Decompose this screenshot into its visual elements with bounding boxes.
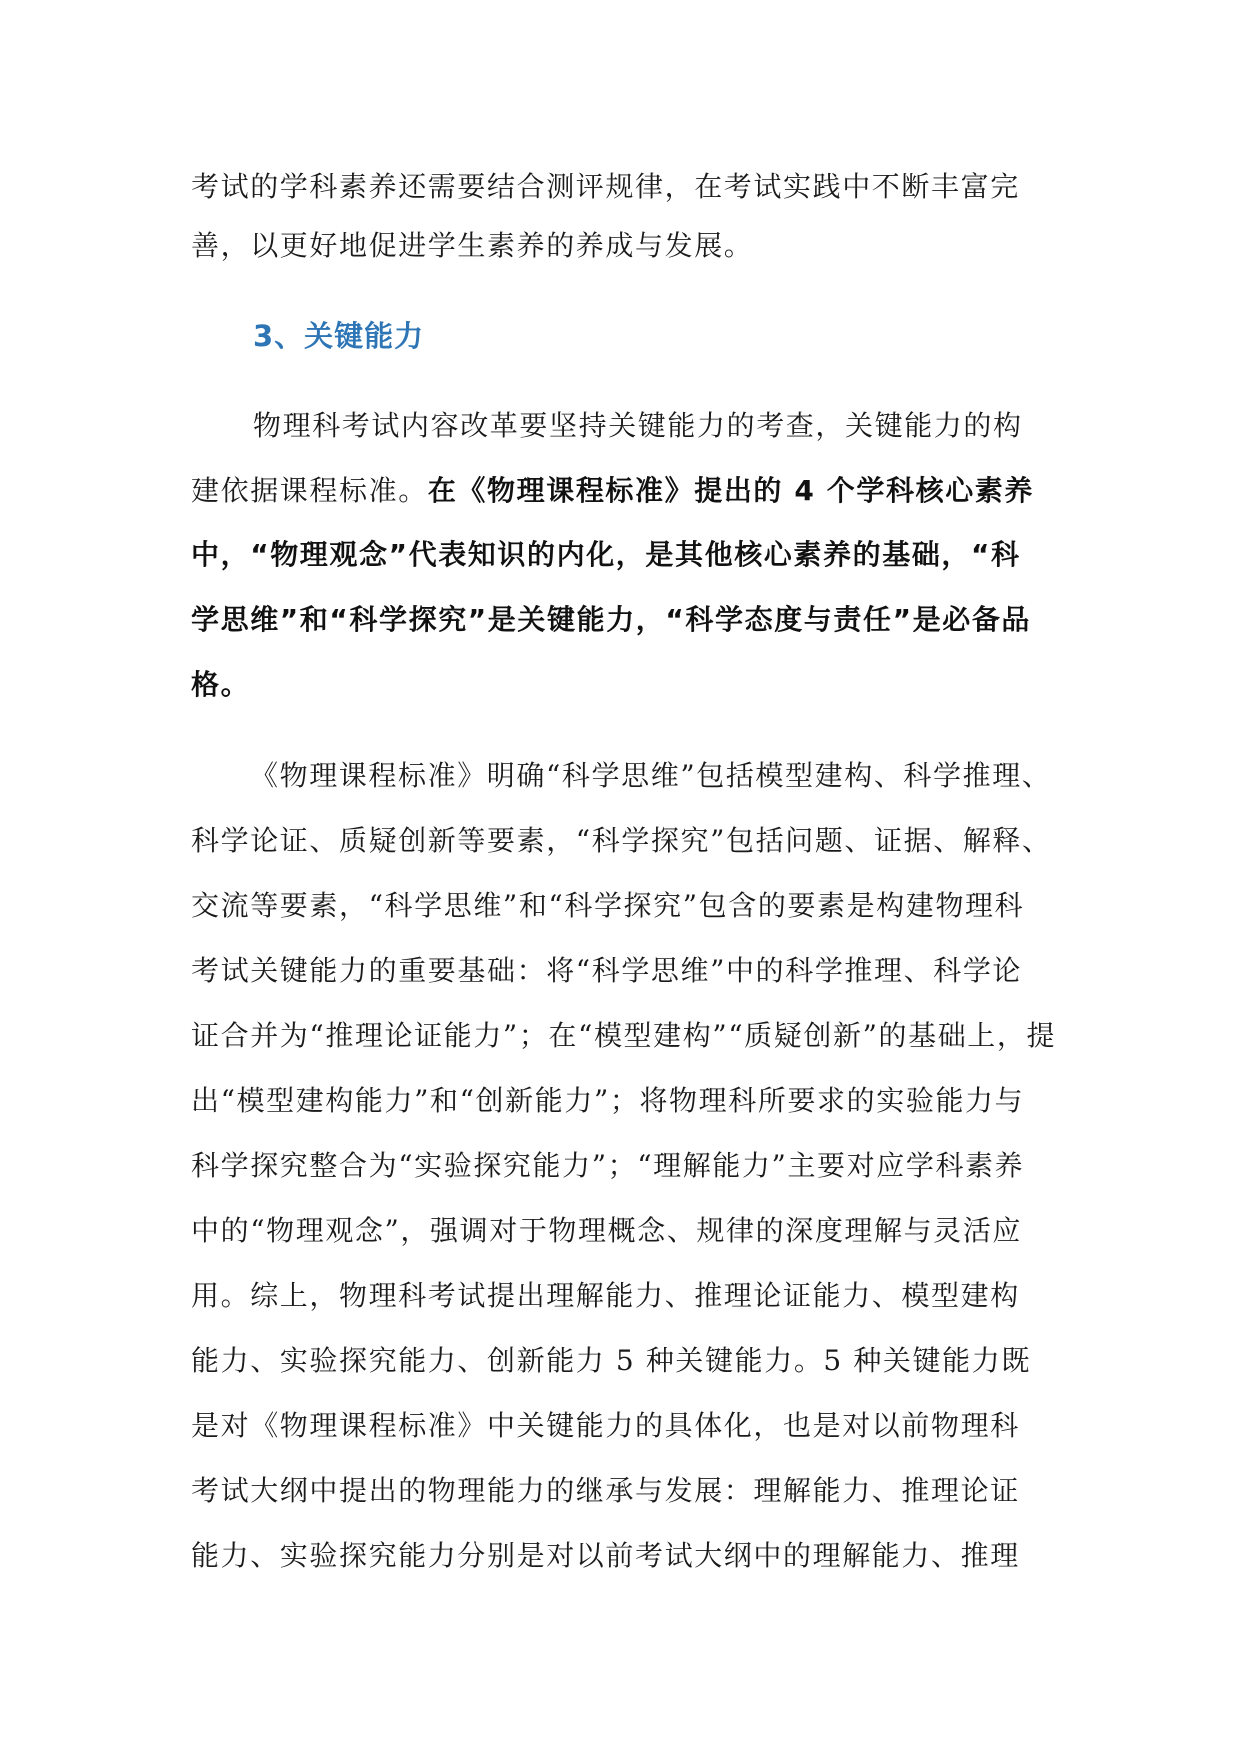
paragraph1-line2: 善，以更好地促进学生素养的养成与发展。 — [191, 229, 754, 262]
paragraph2-line4: 学思维”和“科学探究”是关键能力，“科学态度与责任”是必备品 — [191, 603, 1032, 636]
paragraph3-line: 用。综上，物理科考试提出理解能力、推理论证能力、模型建构 — [191, 1279, 1020, 1312]
paragraph3-line: 科学探究整合为“实验探究能力”；“理解能力”主要对应学科素养 — [191, 1149, 1025, 1182]
paragraph3-line: 交流等要素，“科学思维”和“科学探究”包含的要素是构建物理科 — [191, 889, 1025, 922]
paragraph3-line: 中的“物理观念”，强调对于物理概念、规律的深度理解与灵活应 — [191, 1214, 1023, 1247]
paragraph3-line: 证合并为“推理论证能力”；在“模型建构”“质疑创新”的基础上，提 — [191, 1019, 1057, 1052]
paragraph3-line: 《物理课程标准》明确“科学思维”包括模型建构、科学推理、 — [250, 759, 1052, 792]
paragraph3-line: 出“模型建构能力”和“创新能力”；将物理科所要求的实验能力与 — [191, 1084, 1025, 1117]
paragraph3-line: 能力、实验探究能力、创新能力 5 种关键能力。5 种关键能力既 — [191, 1344, 1031, 1377]
paragraph3-line: 考试关键能力的重要基础：将“科学思维”中的科学推理、科学论 — [191, 954, 1023, 987]
paragraph3-line: 是对《物理课程标准》中关键能力的具体化，也是对以前物理科 — [191, 1409, 1020, 1442]
paragraph3-line: 科学论证、质疑创新等要素，“科学探究”包括问题、证据、解释、 — [191, 824, 1052, 857]
paragraph3-line: 能力、实验探究能力分别是对以前考试大纲中的理解能力、推理 — [191, 1539, 1020, 1572]
paragraph2-line3: 中，“物理观念”代表知识的内化，是其他核心素养的基础，“科 — [191, 538, 1021, 571]
paragraph2-line2-normal: 建依据课程标准。 — [191, 474, 428, 507]
paragraph2-line2 — [191, 471, 1034, 511]
paragraph3-line: 考试大纲中提出的物理能力的继承与发展：理解能力、推理论证 — [191, 1474, 1020, 1507]
paragraph1-line1: 考试的学科素养还需要结合测评规律，在考试实践中不断丰富完 — [191, 170, 1020, 203]
paragraph2-line2-bold: 在《物理课程标准》提出的 4 个学科核心素养 — [427, 474, 1034, 507]
paragraph2-line1: 物理科考试内容改革要坚持关键能力的考查，关键能力的构 — [253, 409, 1023, 442]
paragraph2-line5: 格。 — [191, 668, 251, 701]
section-heading: 3、关键能力 — [253, 319, 425, 353]
